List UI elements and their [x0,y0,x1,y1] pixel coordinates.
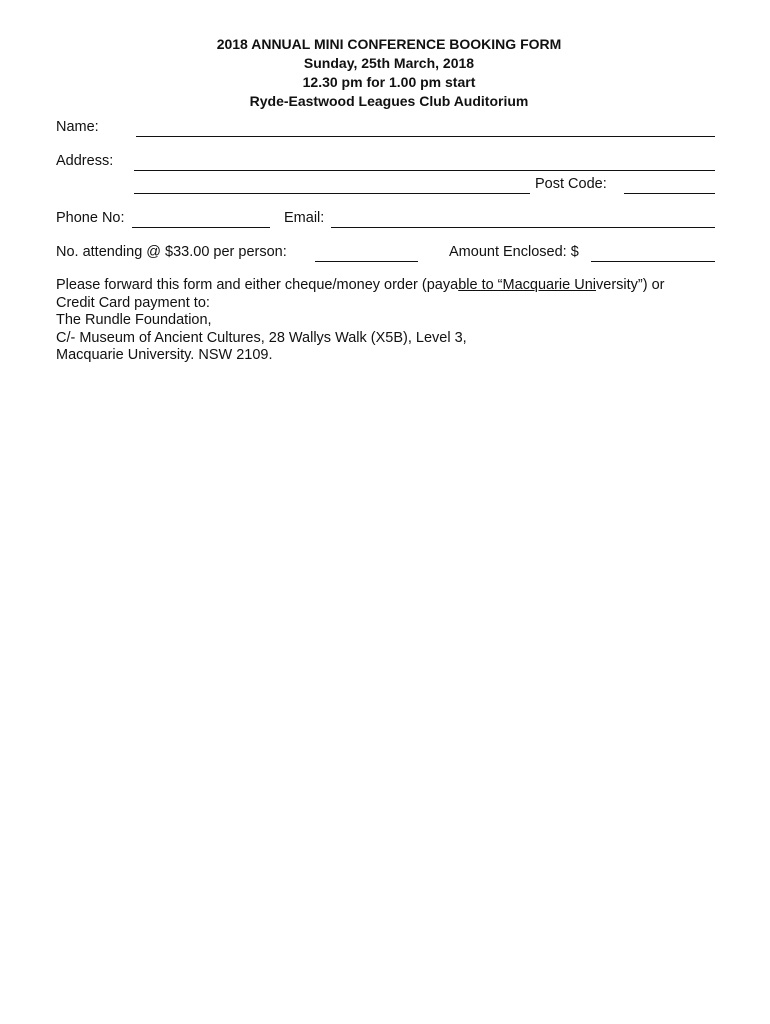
email-label: Email: [284,210,325,226]
address-field-line-1[interactable] [134,153,715,171]
instructions-line-1-underlined: ble to “Macquarie Uni [458,277,597,293]
address-row-2 [56,176,714,196]
payment-instructions [56,277,665,365]
email-field[interactable] [331,210,715,228]
address-row [56,153,714,173]
event-date: Sunday, 25th March, 2018 [303,55,475,71]
name-row [56,119,714,139]
contact-row [56,210,714,230]
phone-label: Phone No: [56,210,125,226]
attending-field[interactable] [315,244,418,262]
event-venue: Ryde-Eastwood Leagues Club Auditorium [249,93,529,109]
amount-field[interactable] [591,244,715,262]
instructions-line-3: The Rundle Foundation, [56,312,212,328]
instructions-line-1-part-c: versity”) or [596,277,665,293]
form-title: 2018 ANNUAL MINI CONFERENCE BOOKING FORM [216,36,562,52]
instructions-line-1 [56,277,665,295]
instructions-line-4: C/- Museum of Ancient Cultures, 28 Wallys Walk (X5B), Level 3, [56,329,467,346]
phone-field[interactable] [132,210,270,228]
postcode-field[interactable] [624,176,715,194]
attending-label: No. attending @ $33.00 per person: [56,244,287,260]
amount-label: Amount Enclosed: $ [449,244,579,260]
form-header [0,35,770,111]
address-label: Address: [56,153,114,169]
instructions-line-1-part-a: Please forward this form and either cheque/money order (paya [56,277,459,293]
instructions-line-5: Macquarie University. NSW 2109. [56,347,273,363]
event-time: 12.30 pm for 1.00 pm start [302,74,476,90]
name-field[interactable] [136,119,715,137]
postcode-label: Post Code: [535,176,607,192]
payment-row [56,244,714,264]
instructions-line-2: Credit Card payment to: [56,294,210,311]
address-field-line-2[interactable] [134,176,530,194]
name-label: Name: [56,119,99,135]
